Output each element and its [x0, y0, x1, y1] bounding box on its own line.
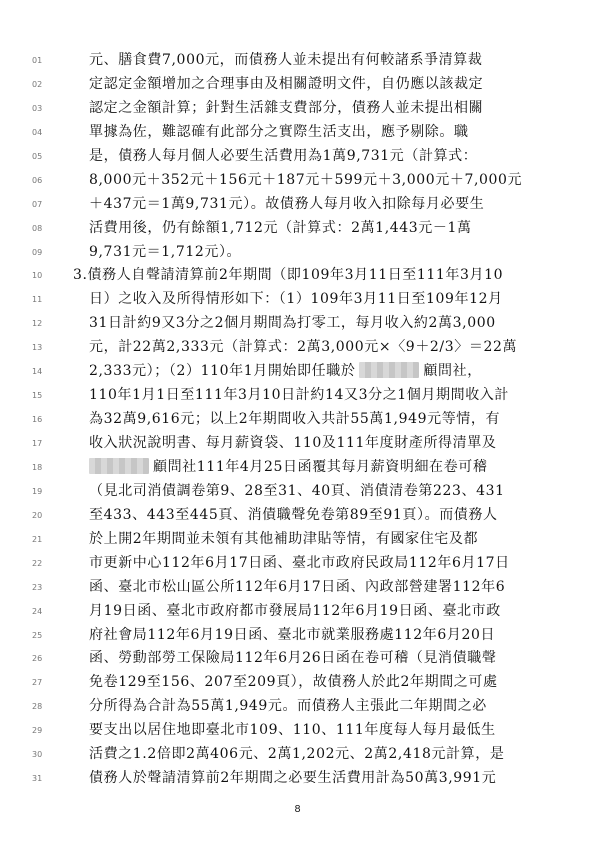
- line-number: 19: [32, 486, 43, 496]
- line-text: 分所得為合計為55萬1,949元。而債務人主張此二年期間之必: [89, 698, 487, 715]
- line-text: 免卷129至156、207至209頁），故債務人於此2年期間之可處: [89, 674, 498, 691]
- line-number: 30: [32, 750, 43, 760]
- line-number: 01: [32, 56, 43, 65]
- text-line: [0, 551, 595, 578]
- line-number: 25: [32, 630, 43, 640]
- line-number: 03: [32, 103, 43, 113]
- line-number: 17: [32, 439, 43, 448]
- line-number: 05: [32, 151, 43, 161]
- text-line: [0, 742, 595, 769]
- line-text: [89, 457, 529, 479]
- line-number: 23: [32, 582, 43, 592]
- line-number: 26: [32, 654, 43, 664]
- line-text: 認定之金額計算；針對生活雜支費部分，債務人並未提出相關: [89, 99, 484, 116]
- line-text: 3.債務人自聲請清算前2年期間（即109年3月11日至111年3月10: [73, 267, 504, 284]
- line-text: [89, 361, 529, 383]
- line-number: 10: [32, 271, 43, 281]
- line-text: 日）之收入及所得情形如下：（1）109年3月11日至109年12月: [89, 291, 503, 308]
- line-number: 29: [32, 726, 43, 736]
- line-text: 9,731元＝1,712元）。: [89, 243, 242, 260]
- line-text: 為32萬9,616元；以上2年期間收入共計55萬1,949元等情，有: [89, 411, 501, 427]
- line-text: 市更新中心112年6月17日函、臺北市政府民政局112年6月17日: [89, 554, 510, 571]
- line-number: 22: [32, 558, 43, 568]
- line-number: 28: [32, 702, 43, 712]
- line-text: 元、膳食費7,000元，而債務人並未提出有何較諸系爭清算裁: [89, 52, 483, 68]
- line-text: 8,000元＋352元＋156元＋187元＋599元＋3,000元＋7,000元: [89, 171, 523, 188]
- line-number: 12: [32, 319, 43, 329]
- text-line: [0, 766, 595, 793]
- line-text: 31日計約9又3分之2個月期間為打零工，每月收入約2萬3,000: [89, 315, 496, 332]
- text-line: [0, 670, 595, 697]
- line-number: 20: [32, 510, 43, 520]
- line-number: 11: [32, 295, 43, 305]
- line-text: 110年1月1日至111年3月10日計約14又3分之1個月期間收入計: [89, 387, 510, 404]
- line-text: 府社會局112年6月19日函、臺北市就業服務處112年6月20日: [89, 626, 496, 643]
- line-number: 18: [32, 462, 43, 472]
- redacted-name-block: [359, 362, 419, 378]
- text-line: [0, 263, 595, 290]
- page-number: 8: [294, 804, 301, 815]
- line-text: （見北司消債調卷第9、28至31、40頁、消債清卷第223、431: [89, 482, 505, 499]
- line-number: 06: [32, 175, 43, 185]
- line-text: 單據為佐，難認確有此部分之實際生活支出，應予剔除。職: [89, 123, 469, 140]
- line-text: 活費之1.2倍即2萬406元、2萬1,202元、2萬2,418元計算，是: [89, 746, 505, 763]
- line-text: 是，債務人每月個人必要生活費用為1萬9,731元（計算式：: [89, 147, 478, 164]
- text-line: [0, 479, 595, 506]
- line-text: 於上開2年期間並未領有其他補助津貼等情，有國家住宅及都: [89, 530, 479, 547]
- line-number: 07: [32, 199, 43, 209]
- line-text: ＋437元＝1萬9,731元）。故債務人每月收入扣除每月必要生: [89, 195, 485, 212]
- line-number: 21: [32, 534, 43, 544]
- line-text-part: 顧問社111年4月25日函覆其每月薪資明細在卷可稽: [153, 458, 488, 475]
- redacted-name-block: [89, 458, 149, 474]
- line-number: 08: [32, 223, 43, 233]
- line-number: 24: [32, 606, 43, 616]
- line-text: 月19日函、臺北市政府都市發展局112年6月19日函、臺北市政: [89, 602, 501, 619]
- line-number: 02: [32, 79, 43, 89]
- line-text-part: 顧問社，: [423, 363, 482, 380]
- text-line: [0, 72, 595, 99]
- line-text-part: 2,333元）；（2）110年1月開始即任職於: [89, 363, 356, 380]
- text-line: [0, 407, 595, 434]
- line-text: 要支出以居住地即臺北市109、110、111年度每人每月最低生: [89, 722, 496, 739]
- line-text: 至433、443至445頁、消債職聲免卷第89至91頁）。而債務人: [89, 506, 498, 523]
- line-text: 定認定金額增加之合理事由及相關證明文件，自仍應以該裁定: [89, 75, 484, 92]
- text-line: [0, 216, 595, 243]
- text-line: [0, 335, 595, 362]
- line-number: 13: [32, 343, 43, 353]
- text-line: [0, 599, 595, 626]
- line-number: 09: [32, 247, 43, 257]
- line-number: 16: [32, 415, 43, 424]
- line-number: 04: [32, 127, 43, 137]
- line-number: 15: [32, 391, 43, 401]
- line-text: 活費用後，仍有餘額1,712元（計算式：2萬1,443元－1萬: [89, 219, 472, 236]
- line-text: 債務人於聲請清算前2年期間之必要生活費用計為50萬3,991元: [89, 770, 497, 787]
- line-text: 函、臺北市松山區公所112年6月17日函、內政部營建署112年6: [89, 578, 506, 595]
- line-text: 收入狀況說明書、每月薪資袋、110及111年度財產所得清單及: [89, 435, 497, 451]
- line-number: 14: [32, 367, 43, 377]
- line-text: 函、勞動部勞工保險局112年6月26日函在卷可稽（見消債職聲: [89, 650, 497, 667]
- text-line: [0, 144, 595, 171]
- line-number: 27: [32, 678, 43, 688]
- line-number: 31: [32, 774, 43, 784]
- line-text: 元，計22萬2,333元（計算式：2萬3,000元×〈9＋2/3〉＝22萬: [89, 339, 518, 356]
